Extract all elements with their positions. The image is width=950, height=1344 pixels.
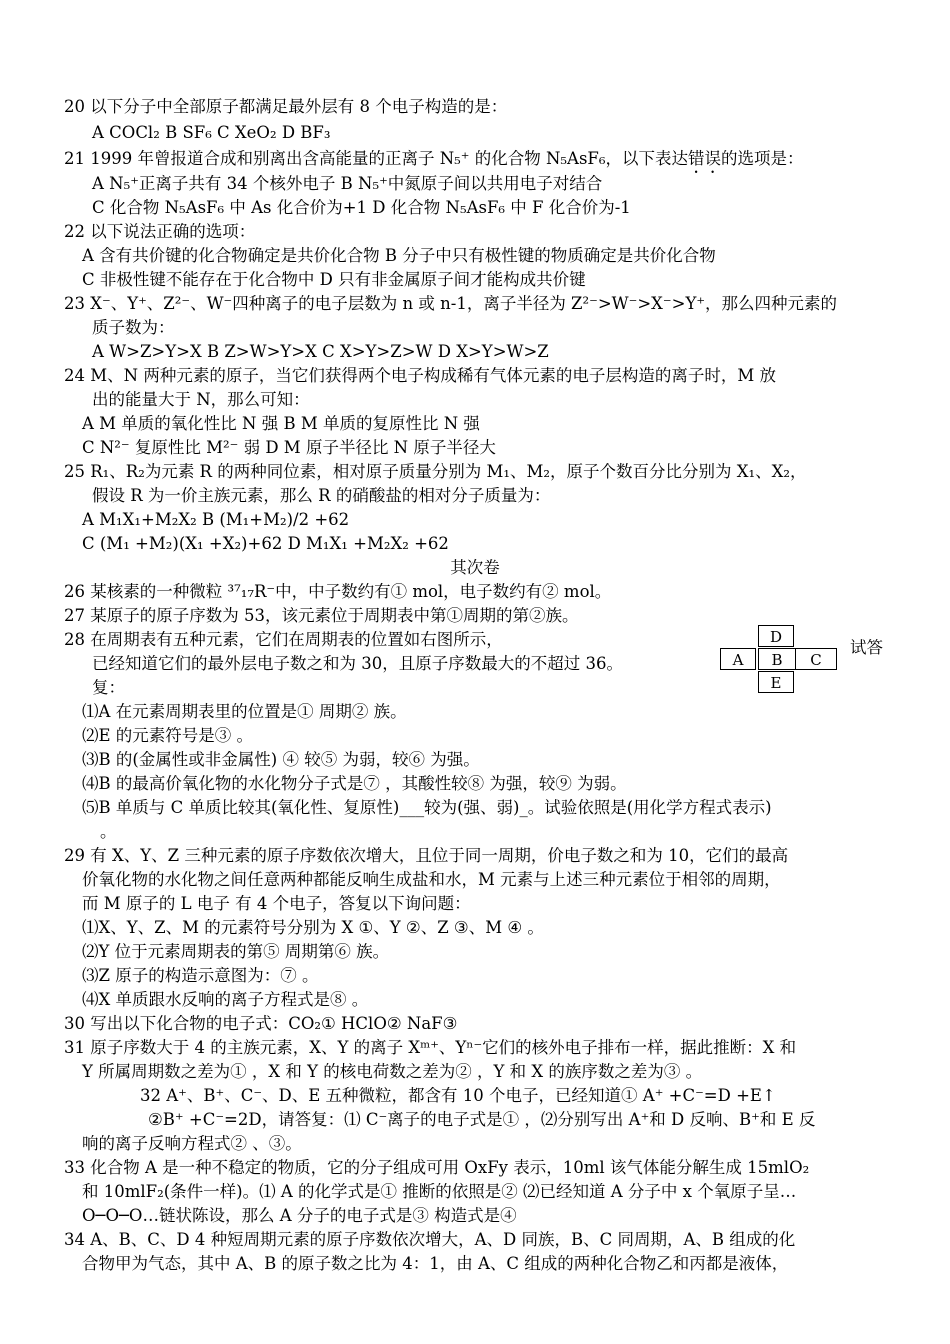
q29-part2: ⑵Y 位于元素周期表的第⑤ 周期第⑥ 族。	[82, 942, 390, 961]
q31-stem-cont: Y 所属周期数之差为① ，X 和 Y 的核电荷数之差为② ，Y 和 X 的族序数之差为③ 。	[82, 1062, 703, 1081]
q29-stem-cont: 价氧化物的水化物之间任意两种都能反响生成盐和水，M 元素与上述三种元素位于相邻的周期，	[82, 870, 781, 889]
q21-stem: 21 1999 年曾报道合成和别离出含高能量的正离子 N₅⁺ 的化合物 N₅AsF₆，以下表达错误的选项是：	[64, 149, 804, 168]
q25-options-cd: C (M₁ +M₂)(X₁ +X₂)+62 D M₁X₁ +M₂X₂ +62	[82, 534, 449, 553]
q28-part3: ⑶B 的(金属性或非金属性) ④ 较⑤ 为弱，较⑥ 为强。	[82, 750, 480, 769]
q33-stem: 33 化合物 A 是一种不稳定的物质，它的分子组成可用 OxFy 表示，10ml 该气体能分解生成 15mlO₂	[64, 1158, 810, 1177]
q29-part3: ⑶Z 原子的构造示意图为：⑦ 。	[82, 966, 319, 985]
q31-stem: 31 原子序数大于 4 的主族元素，X、Y 的离子 Xᵐ⁺、Yⁿ⁻它们的核外电子排布一样，据此推断：X 和	[64, 1038, 797, 1057]
q30: 30 写出以下化合物的电子式：CO₂① HClO② NaF③	[64, 1014, 458, 1033]
q33-stem-cont: 和 10mlF₂(条件一样)。⑴ A 的化学式是① 推断的依照是② ⑵已经知道 A 分子中 x 个氧原子呈…	[82, 1182, 797, 1201]
q32-stem-cont: ②B⁺ +C⁻=2D，请答复：⑴ C⁻离子的电子式是① ，⑵分别写出 A⁺和 D 反响、B⁺和 E 反	[148, 1110, 816, 1129]
q23-options: A W>Z>Y>X B Z>W>Y>X C X>Y>Z>W D X>Y>W>Z	[92, 342, 549, 361]
q25-stem: 25 R₁、R₂为元素 R 的两种同位素，相对原子质量分别为 M₁、M₂，原子个数百分比分别为 X₁、X₂，	[64, 462, 807, 481]
q20-options: A COCl₂ B SF₆ C XeO₂ D BF₃	[92, 123, 331, 142]
grid-cell-d: D	[758, 625, 794, 647]
q28-part5: ⑸B 单质与 C 单质比较其(氧化性、复原性)___较为(强、弱)_。试验依照是(用化学方程式表示)	[82, 798, 772, 817]
grid-cell-e: E	[758, 671, 794, 693]
section-heading: 其次卷	[450, 558, 500, 577]
q22-stem: 22 以下说法正确的选项：	[64, 222, 256, 241]
q25-options-ab: A M₁X₁+M₂X₂ B (M₁+M₂)/2 +62	[82, 510, 350, 529]
q32-stem-end: 响的离子反响方程式② 、③。	[82, 1134, 302, 1153]
q28-part5-end: 。	[100, 822, 117, 841]
q24-options-ab: A M 单质的氧化性比 N 强 B M 单质的复原性比 N 强	[82, 414, 480, 433]
q20-stem: 20 以下分子中全部原子都满足最外层有 8 个电子构造的是：	[64, 97, 508, 116]
periodic-table-diagram	[720, 625, 837, 693]
q24-stem-cont: 出的能量大于 N，那么可知：	[92, 390, 310, 409]
q32-stem: 32 A⁺、B⁺、C⁻、D、E 五种微粒，都含有 10 个电子，已经知道① A⁺ +C⁻=D +E↑	[140, 1086, 776, 1105]
q24-options-cd: C N²⁻ 复原性比 M²⁻ 弱 D M 原子半径比 N 原子半径大	[82, 438, 496, 457]
q26: 26 某核素的一种微粒 ³⁷₁₇R⁻中，中子数约有① mol，电子数约有② mol。	[64, 582, 612, 601]
grid-cell-c: C	[795, 648, 837, 670]
q34-stem: 34 A、B、C、D 4 种短周期元素的原子序数依次增大，A、D 同族，B、C 同周期，A、B 组成的化	[64, 1230, 796, 1249]
q22-options-ab: A 含有共价键的化合物确定是共价化合物 B 分子中只有极性键的物质确定是共价化合物	[82, 246, 716, 265]
q21-options-cd: C 化合物 N₅AsF₆ 中 As 化合价为+1 D 化合物 N₅AsF₆ 中 F 化合价为-1	[92, 198, 631, 217]
q28-stem-end2: 复：	[92, 678, 125, 697]
q22-options-cd: C 非极性键不能存在于化合物中 D 只有非金属原子间才能构成共价键	[82, 270, 586, 289]
q28-stem-end: 试答	[850, 638, 883, 657]
q28-part1: ⑴A 在元素周期表里的位置是① 周期② 族。	[82, 702, 407, 721]
grid-cell-a: A	[720, 648, 756, 670]
q27: 27 某原子的原子序数为 53，该元素位于周期表中第①周期的第②族。	[64, 606, 579, 625]
q29-stem: 29 有 X、Y、Z 三种元素的原子序数依次增大，且位于同一周期，价电子数之和为 10，它们的最高	[64, 846, 789, 865]
q28-part2: ⑵E 的元素符号是③ 。	[82, 726, 254, 745]
q24-stem: 24 M、N 两种元素的原子，当它们获得两个电子构成稀有气体元素的电子层构造的离子时，M 放	[64, 366, 776, 385]
q23-stem-cont: 质子数为：	[92, 318, 175, 337]
grid-cell-b: B	[758, 648, 796, 670]
q23-stem: 23 X⁻、Y⁺、Z²⁻、W⁻四种离子的电子层数为 n 或 n-1，离子半径为 Z²⁻>W⁻>X⁻>Y⁺，那么四种元素的	[64, 294, 838, 313]
q28-part4: ⑷B 的最高价氧化物的水化物分子式是⑦ ，其酸性较⑧ 为强，较⑨ 为弱。	[82, 774, 627, 793]
q21-options-ab: A N₅⁺正离子共有 34 个核外电子 B N₅⁺中氮原子间以共用电子对结合	[92, 174, 603, 193]
q33-stem-end: O─O─O…链状陈设，那么 A 分子的电子式是③ 构造式是④	[82, 1206, 517, 1225]
q29-part4: ⑷X 单质跟水反响的离子方程式是⑧ 。	[82, 990, 369, 1009]
q28-stem-cont: 已经知道它们的最外层电子数之和为 30，且原子序数最大的不超过 36。	[92, 654, 623, 673]
q25-stem-cont: 假设 R 为一价主族元素，那么 R 的硝酸盐的相对分子质量为：	[92, 486, 551, 505]
q34-stem-cont: 合物甲为气态，其中 A、B 的原子数之比为 4：1，由 A、C 组成的两种化合物乙和丙都是液体，	[82, 1254, 789, 1273]
q28-stem: 28 在周期表有五种元素，它们在周期表的位置如右图所示，	[64, 630, 503, 649]
q29-part1: ⑴X、Y、Z、M 的元素符号分别为 X ①、Y ②、Z ③、M ④ 。	[82, 918, 544, 937]
q29-stem-end: 而 M 原子的 L 电子 有 4 个电子，答复以下询问题：	[82, 894, 471, 913]
